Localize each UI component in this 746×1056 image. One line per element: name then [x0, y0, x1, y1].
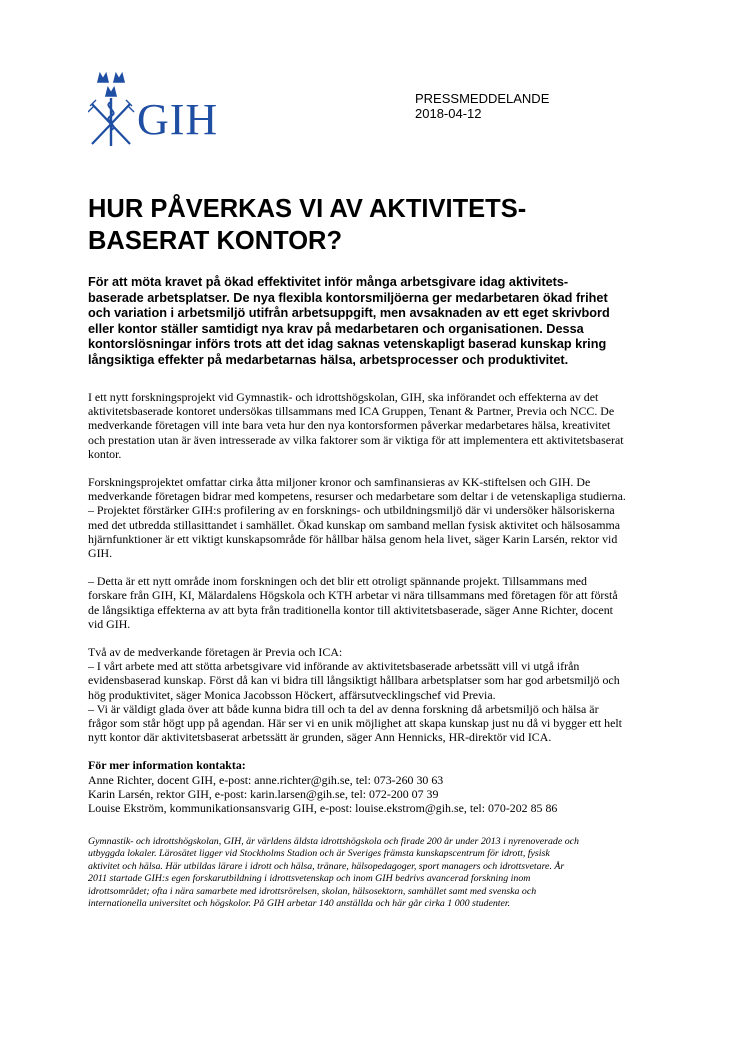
body-line: forskare från GIH, KI, Mälardalens Högskola och KTH arbetar vi nära tillsammans med företagen för att förstå — [88, 588, 618, 603]
body-line: GIH. — [88, 546, 113, 561]
body-line: vid GIH. — [88, 616, 131, 631]
body-line: hjärnfunktioner är ett viktigt kunskapsområde för hållbar hälsa genom hela livet, säger Karin Larsén, rektor vid — [88, 531, 618, 546]
document-info — [415, 91, 549, 121]
document-date: 2018-04-12 — [415, 106, 482, 121]
lead-line: kontorslösningar införs trots att det idag saknas vetenskapligt baserad kunskap kring — [88, 337, 607, 351]
body-text — [88, 390, 668, 825]
about-gih-footer — [88, 836, 678, 910]
footer-line: utbyggda lokaler. Lärosätet ligger vid Stockholms Stadion och är Sveriges främsta kunskapscentrum för idrott, fysisk — [88, 848, 550, 860]
body-line: frågor som står högt upp på agendan. Här ser vi en unik möjlighet att skapa kunskap just nu då vi bygger ett helt — [88, 716, 622, 731]
body-line: med det utbredda stillasittandet i samhället. Ökad kunskap om samband mellan fysisk aktivitet och hälsosamma — [88, 517, 620, 532]
body-line: nytt kontor där aktivitetsbaserat arbetssätt är grunden, säger Ann Hennicks, HR-direktör vid ICA. — [88, 730, 552, 745]
body-line: kontor. — [88, 446, 122, 461]
body-paragraph — [88, 390, 668, 461]
contact-heading: För mer information kontakta: — [88, 758, 246, 773]
lead-line: och variation i arbetsmiljö utifrån arbetsuppgift, men avsaknaden av ett eget skrivbord — [88, 306, 610, 320]
headline — [88, 193, 688, 257]
footer-line: idrottsområdet; ofta i nära samarbete med idrottsrörelsen, skolan, hälsosektorn, samhället samt med svenska och — [88, 885, 537, 897]
body-line: Forskningsprojektet omfattar cirka åtta miljoner kronor och samfinansieras av KK-stiftelsen och GIH. De — [88, 475, 591, 490]
body-paragraph — [88, 574, 668, 631]
body-line: medverkande företagen vill inte bara veta hur den nya kontorsformen påverkar medarbetares hälsa, kreativitet — [88, 418, 611, 433]
lead-line: eller kontor ställer samtidigt nya krav på medarbetaren och organisationen. Dessa — [88, 321, 584, 336]
headline-line: BASERAT KONTOR? — [88, 227, 343, 255]
lead-line: baserade arbetsplatser. De nya flexibla kontorsmiljöerna ger medarbetaren ökad frihet — [88, 290, 608, 305]
body-line: och prestation utan är även intresserade av vilka faktorer som är viktiga för att implementera ett aktivitetsbaserat — [88, 432, 624, 447]
body-paragraph — [88, 475, 668, 560]
body-line: – I vårt arbete med att stötta arbetsgivare vid införande av aktivitetsbaserade arbetssätt vill vi utgå ifrån — [88, 659, 580, 674]
body-line: Två av de medverkande företagen är Previa och ICA: — [88, 645, 343, 660]
headline-line: HUR PÅVERKAS VI AV AKTIVITETS- — [88, 195, 527, 223]
body-line: – Vi är väldigt glada över att både kunna bidra till och ta del av denna forskning då arbetsmiljö och hälsa är — [88, 701, 599, 716]
body-line: I ett nytt forskningsprojekt vid Gymnastik- och idrottshögskolan, GIH, ska införandet och effekterna av det — [88, 390, 599, 404]
body-line: – Detta är ett nytt område inom forskningen och det blir ett otroligt spännande projekt. Tillsammans med — [88, 574, 587, 589]
crown-emblem-icon — [88, 70, 136, 150]
lead-line: långsiktiga effekter på medarbetarnas hälsa, arbetsprocesser och produktivitet. — [88, 352, 569, 367]
footer-line: 2011 startade GIH:s egen forskarutbildning i idrottsvetenskap och inom GIH bedrivs avancerad forskning inom — [88, 873, 531, 885]
footer-line: Gymnastik- och idrottshögskolan, GIH, är världens äldsta idrottshögskola och firade 200 år under 2013 i nyrenoverade och — [88, 836, 579, 847]
gih-logo — [88, 70, 248, 150]
footer-line: internationella universitet och högskolor. På GIH arbetar 140 anställda och här går cirka 1 000 studenter. — [88, 898, 511, 910]
lead-paragraph — [88, 275, 668, 368]
contact-block — [88, 758, 668, 815]
footer-line: aktivitet och hälsa. Här utbildas lärare i idrott och hälsa, tränare, hälsopedagoger, sport managers och idrottsvetare. År — [88, 860, 565, 872]
body-line: aktivitetsbaserade kontoret undersökas tillsammans med ICA Gruppen, Tenant & Partner, Previa och NCC. De — [88, 404, 615, 419]
body-line: evidensbaserad kunskap. Först då kan vi bidra till långsiktigt hållbara arbetsplatser som har god arbetsmiljö och — [88, 673, 620, 688]
document-type: PRESSMEDDELANDE — [415, 91, 550, 106]
body-paragraph — [88, 645, 668, 744]
body-line: hög produktivitet, säger Monica Jacobsson Höckert, affärsutvecklingschef vid Previa. — [88, 687, 496, 702]
contact-line: Karin Larsén, rektor GIH, e-post: karin.larsen@gih.se, tel: 072-200 07 39 — [88, 786, 439, 801]
body-line: de långsiktiga effekterna av att byta från traditionella kontor till aktivitetsbaserade, säger Anne Richter, docent — [88, 602, 613, 617]
logo-wordmark: GIH — [137, 95, 219, 144]
body-line: medverkande företagen bidrar med kompetens, resurser och medarbetare som deltar i de vetenskapliga studierna. — [88, 489, 626, 504]
body-line: – Projektet förstärker GIH:s profilering av en forsknings- och utbildningsmiljö där vi undersöker hälsoriskerna — [88, 503, 615, 518]
contact-line: Louise Ekström, kommunikationsansvarig GIH, e-post: louise.ekstrom@gih.se, tel: 070-202 85 86 — [88, 801, 558, 816]
lead-line: För att möta kravet på ökad effektivitet inför många arbetsgivare idag aktivitets- — [88, 275, 569, 289]
contact-line: Anne Richter, docent GIH, e-post: anne.richter@gih.se, tel: 073-260 30 63 — [88, 772, 444, 787]
